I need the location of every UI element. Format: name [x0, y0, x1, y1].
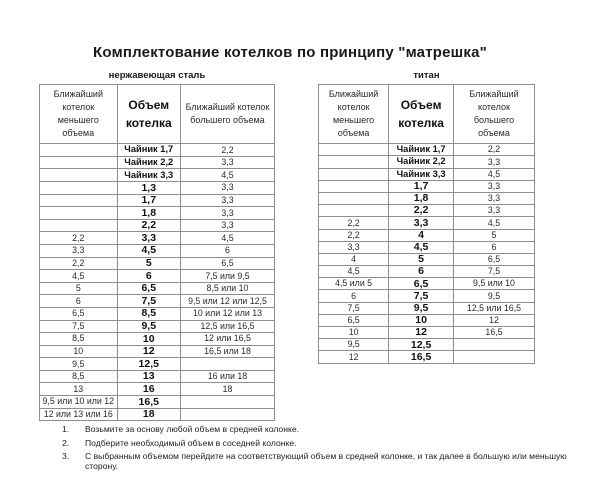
volume-cell: 10: [117, 333, 180, 346]
table-row: [40, 295, 275, 308]
table-row: [40, 169, 275, 182]
volume-cell: 6: [117, 270, 180, 283]
table-row: [40, 370, 275, 383]
table-row: [40, 345, 275, 358]
larger-pot-cell: 12: [453, 314, 534, 326]
table-row: [40, 270, 275, 283]
table-row: [40, 320, 275, 333]
smaller-pot-cell: [40, 207, 118, 220]
larger-pot-cell: 4,5: [453, 217, 534, 229]
larger-pot-cell: [180, 358, 274, 371]
table-row: [319, 327, 535, 339]
volume-cell: 1,3: [117, 181, 180, 194]
smaller-pot-cell: 9,5: [40, 358, 118, 371]
volume-cell: 1,7: [117, 194, 180, 207]
larger-pot-cell: 2,2: [180, 144, 274, 157]
volume-cell: 6,5: [117, 282, 180, 295]
volume-cell: Чайник 3,3: [117, 169, 180, 182]
volume-cell: Чайник 1,7: [389, 144, 454, 156]
smaller-pot-cell: 8,5: [40, 370, 118, 383]
volume-cell: 2,2: [389, 205, 454, 217]
larger-pot-cell: 12,5 или 16,5: [453, 302, 534, 314]
table-row: [319, 144, 535, 156]
larger-pot-cell: 16,5: [453, 327, 534, 339]
smaller-pot-cell: 7,5: [319, 302, 389, 314]
table-row: [319, 290, 535, 302]
smaller-pot-cell: 4,5: [319, 266, 389, 278]
table-row: [319, 229, 535, 241]
smaller-pot-cell: [319, 144, 389, 156]
volume-cell: 1,7: [389, 180, 454, 192]
instruction-text: Возьмите за основу любой объем в средней колонке.: [85, 424, 299, 434]
larger-pot-cell: 12,5 или 16,5: [180, 320, 274, 333]
larger-pot-cell: 9,5 или 12 или 12,5: [180, 295, 274, 308]
smaller-pot-cell: [40, 144, 118, 157]
volume-cell: 2,2: [117, 219, 180, 232]
volume-cell: Чайник 1,7: [117, 144, 180, 157]
smaller-pot-cell: 6,5: [319, 314, 389, 326]
larger-pot-cell: [453, 351, 534, 363]
smaller-pot-column-header: Ближайший котелок меньшего объема: [319, 85, 389, 144]
volume-cell: Чайник 2,2: [389, 156, 454, 168]
smaller-pot-cell: [319, 180, 389, 192]
smaller-pot-cell: 8,5: [40, 333, 118, 346]
smaller-pot-cell: 4: [319, 253, 389, 265]
volume-cell: 9,5: [389, 302, 454, 314]
instruction-text: С выбранным объемом перейдите на соответствующий объем в средней колонке, и так далее в большую или меньшую сторону.: [85, 451, 567, 471]
volume-cell: 6: [389, 266, 454, 278]
table-row: [40, 144, 275, 157]
larger-pot-cell: 3,3: [453, 192, 534, 204]
larger-pot-cell: [180, 408, 274, 421]
larger-pot-cell: 16,5 или 18: [180, 345, 274, 358]
table-row: [319, 339, 535, 351]
stainless-steel-subtitle: нержавеющая сталь: [108, 70, 206, 81]
instruction-text: Подберите необходимый объем в соседней колонке.: [85, 437, 297, 448]
larger-pot-cell: 7,5: [453, 266, 534, 278]
instruction-number: 1.: [62, 424, 70, 434]
smaller-pot-cell: 12: [319, 351, 389, 363]
volume-cell: 1,8: [117, 207, 180, 220]
volume-cell: 3,3: [117, 232, 180, 245]
volume-cell: 5: [117, 257, 180, 270]
table-row: [40, 383, 275, 396]
volume-cell: 12,5: [389, 339, 454, 351]
table-row: [319, 156, 535, 168]
larger-pot-column-header: Ближайший котелок большего объема: [180, 85, 274, 144]
smaller-pot-cell: [40, 181, 118, 194]
instruction-number: 3.: [62, 451, 70, 461]
smaller-pot-cell: [319, 156, 389, 168]
table-row: [319, 241, 535, 253]
smaller-pot-cell: 10: [40, 345, 118, 358]
smaller-pot-cell: 5: [40, 282, 118, 295]
larger-pot-cell: 18: [180, 383, 274, 396]
table-row: [40, 307, 275, 320]
table-row: [319, 180, 535, 192]
smaller-pot-cell: [40, 194, 118, 207]
table-row: [40, 257, 275, 270]
table-row: [40, 156, 275, 169]
larger-pot-cell: 16 или 18: [180, 370, 274, 383]
larger-pot-column-header: Ближайший котелок большего объема: [453, 85, 534, 144]
smaller-pot-cell: 13: [40, 383, 118, 396]
titanium-table: [318, 84, 535, 364]
volume-cell: 16: [117, 383, 180, 396]
table-row: [319, 192, 535, 204]
larger-pot-cell: 8,5 или 10: [180, 282, 274, 295]
table-row: [40, 244, 275, 257]
table-row: [40, 396, 275, 409]
volume-cell: 4,5: [117, 244, 180, 257]
volume-cell: 12: [389, 327, 454, 339]
table-row: [40, 194, 275, 207]
larger-pot-cell: 2,2: [453, 144, 534, 156]
volume-cell: 7,5: [117, 295, 180, 308]
table-row: [319, 253, 535, 265]
volume-cell: Чайник 3,3: [389, 168, 454, 180]
smaller-pot-cell: 2,2: [319, 229, 389, 241]
volume-cell: 10: [389, 314, 454, 326]
smaller-pot-cell: 4,5 или 5: [319, 278, 389, 290]
table-row: [319, 302, 535, 314]
larger-pot-cell: 3,3: [180, 207, 274, 220]
larger-pot-cell: 10 или 12 или 13: [180, 307, 274, 320]
table-row: [319, 351, 535, 363]
instructions-list: [62, 424, 582, 475]
volume-cell: Чайник 2,2: [117, 156, 180, 169]
table-row: [319, 266, 535, 278]
smaller-pot-cell: 2,2: [40, 232, 118, 245]
smaller-pot-cell: [40, 156, 118, 169]
table-row: [319, 314, 535, 326]
larger-pot-cell: 7,5 или 9,5: [180, 270, 274, 283]
smaller-pot-cell: 9,5 или 10 или 12: [40, 396, 118, 409]
smaller-pot-cell: 7,5: [40, 320, 118, 333]
larger-pot-cell: [453, 339, 534, 351]
header-row: [319, 85, 535, 144]
smaller-pot-cell: 6: [319, 290, 389, 302]
titanium-subtitle: титан: [413, 70, 440, 81]
larger-pot-cell: 5: [453, 229, 534, 241]
smaller-pot-cell: 10: [319, 327, 389, 339]
smaller-pot-cell: 12 или 13 или 16: [40, 408, 118, 421]
larger-pot-cell: 4,5: [453, 168, 534, 180]
smaller-pot-cell: [40, 169, 118, 182]
smaller-pot-cell: 9,5: [319, 339, 389, 351]
table-row: [40, 408, 275, 421]
smaller-pot-column-header: Ближайший котелок меньшего объема: [40, 85, 118, 144]
volume-cell: 7,5: [389, 290, 454, 302]
instruction-item: [62, 438, 582, 448]
instruction-item: [62, 451, 582, 471]
larger-pot-cell: 4,5: [180, 169, 274, 182]
volume-cell: 12: [117, 345, 180, 358]
volume-cell: 12,5: [117, 358, 180, 371]
smaller-pot-cell: [319, 192, 389, 204]
larger-pot-cell: 6,5: [453, 253, 534, 265]
larger-pot-cell: 6,5: [180, 257, 274, 270]
smaller-pot-cell: 2,2: [40, 257, 118, 270]
smaller-pot-cell: [319, 205, 389, 217]
table-row: [319, 278, 535, 290]
larger-pot-cell: 3,3: [180, 156, 274, 169]
volume-cell: 3,3: [389, 217, 454, 229]
table-row: [40, 333, 275, 346]
smaller-pot-cell: 6: [40, 295, 118, 308]
volume-cell: 8,5: [117, 307, 180, 320]
table-row: [40, 232, 275, 245]
larger-pot-cell: 3,3: [453, 180, 534, 192]
table-row: [319, 168, 535, 180]
smaller-pot-cell: 4,5: [40, 270, 118, 283]
volume-cell: 9,5: [117, 320, 180, 333]
volume-cell: 4,5: [389, 241, 454, 253]
volume-cell: 1,8: [389, 192, 454, 204]
table-row: [319, 205, 535, 217]
larger-pot-cell: 9,5 или 10: [453, 278, 534, 290]
larger-pot-cell: 3,3: [180, 194, 274, 207]
instruction-number: 2.: [62, 437, 70, 448]
smaller-pot-cell: 3,3: [319, 241, 389, 253]
larger-pot-cell: 9,5: [453, 290, 534, 302]
larger-pot-cell: 3,3: [180, 219, 274, 232]
header-row: [40, 85, 275, 144]
table-row: [40, 181, 275, 194]
larger-pot-cell: 3,3: [180, 181, 274, 194]
larger-pot-cell: 3,3: [453, 156, 534, 168]
smaller-pot-cell: [40, 219, 118, 232]
volume-cell: 4: [389, 229, 454, 241]
volume-column-header: Объем котелка: [117, 85, 180, 144]
table-row: [40, 207, 275, 220]
larger-pot-cell: 6: [180, 244, 274, 257]
smaller-pot-cell: 3,3: [40, 244, 118, 257]
larger-pot-cell: 12 или 16,5: [180, 333, 274, 346]
volume-cell: 16,5: [389, 351, 454, 363]
stainless-steel-table: [39, 84, 275, 421]
smaller-pot-cell: [319, 168, 389, 180]
larger-pot-cell: [180, 396, 274, 409]
larger-pot-cell: 4,5: [180, 232, 274, 245]
page-title: Комплектование котелков по принципу "матрешка": [93, 44, 487, 61]
smaller-pot-cell: 6,5: [40, 307, 118, 320]
table-row: [40, 282, 275, 295]
volume-column-header: Объем котелка: [389, 85, 454, 144]
instruction-item: [62, 424, 582, 434]
table-row: [40, 358, 275, 371]
table-row: [40, 219, 275, 232]
table-row: [319, 217, 535, 229]
larger-pot-cell: 6: [453, 241, 534, 253]
volume-cell: 16,5: [117, 396, 180, 409]
volume-cell: 5: [389, 253, 454, 265]
smaller-pot-cell: 2,2: [319, 217, 389, 229]
volume-cell: 13: [117, 370, 180, 383]
volume-cell: 6,5: [389, 278, 454, 290]
volume-cell: 18: [117, 408, 180, 421]
larger-pot-cell: 3,3: [453, 205, 534, 217]
